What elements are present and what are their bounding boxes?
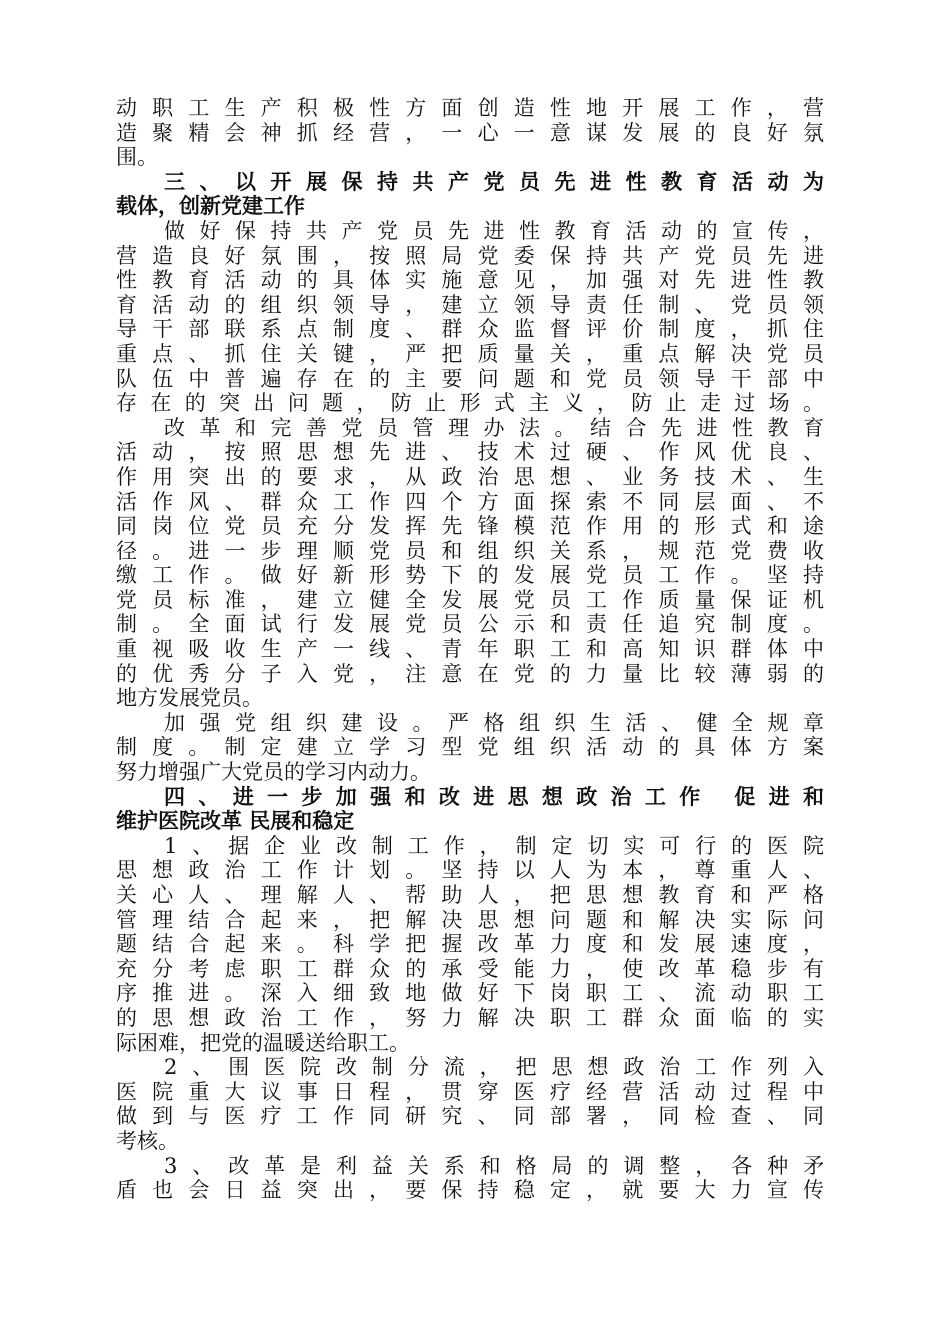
document-page (116, 96, 824, 1203)
body-text-line: 导干部联系点制度、群众监督评价制度，抓住 (116, 317, 824, 342)
body-text-line: 序推进。深入细致地做好下岗职工、流动职工 (116, 981, 824, 1006)
body-text-line: 营造良好氛围，按照局党委保持共产党员先进 (116, 243, 824, 268)
body-text-line: 关心人、理解人、帮助人，把思想教育和严格 (116, 883, 824, 907)
body-text-line: 加强党组织建设。严格组织生活、健全规章 (164, 710, 824, 735)
section-heading-line: 维护医院改革 民展和稳定 (116, 809, 355, 834)
section-heading-line: 三、以开展保持共产党员先进性教育活动为 (164, 169, 824, 194)
body-text-line: 3、改革是利益关系和格局的调整，各种矛 (164, 1153, 824, 1178)
body-text-line: 围。 (116, 145, 158, 170)
body-text-line: 活作风、群众工作四个方面探索不同层面、不 (116, 489, 824, 514)
body-text-line: 活动，按照思想先进、技术过硬、作风优良、 (116, 440, 824, 465)
body-text-line: 的优秀分子入党，注意在党的力量比较薄弱的 (116, 661, 824, 686)
body-text-line: 做到与医疗工作同研究、同部署，同检查、同 (116, 1104, 824, 1129)
section-heading-line: 四、进一步加强和改进思想政治工作 促进和 (164, 784, 824, 809)
body-text-line: 党员标准，建立健全发展党员工作质量保证机 (116, 587, 824, 612)
body-text-line: 题结合起来。科学把握改革力度和发展速度， (116, 932, 824, 957)
body-text-line: 队伍中普遍存在的主要问题和党员领导干部中 (116, 366, 824, 391)
body-text-line: 重点、抓住关键，严把质量关，重点解决党员 (116, 341, 824, 366)
body-text-line: 医院重大议事日程，贯穿医疗经营活动过程中 (116, 1079, 824, 1104)
body-text-line: 做好保持共产党员先进性教育活动的宣传， (164, 218, 824, 243)
body-text-line: 缴工作。做好新形势下的发展党员工作。坚持 (116, 563, 824, 588)
body-text-line: 2、围医院改制分流，把思想政治工作列入 (164, 1055, 824, 1080)
body-text-line: 重视吸收生产一线、青年职工和高知识群体中 (116, 637, 824, 662)
body-text-line: 造聚精会神抓经营，一心一意谋发展的良好氛 (116, 120, 824, 145)
body-text-line: 管理结合起来，把解决思想问题和解决实际问 (116, 907, 824, 932)
body-text-line: 径。进一步理顺党员和组织关系，规范党费收 (116, 538, 824, 563)
body-text-line: 同岗位党员充分发挥先锋模范作用的形式和途 (116, 514, 824, 539)
body-text-line: 地方发展党员。 (116, 686, 263, 711)
body-text-line: 存在的突出问题，防止形式主义，防止走过场。 (116, 391, 824, 416)
body-text-line: 充分考虑职工群众的承受能力，使改革稳步有 (116, 956, 824, 981)
body-text-line: 动职工生产积极性方面创造性地开展工作，营 (116, 96, 824, 120)
body-text-line: 育活动的组织领导，建立领导责任制、党员领 (116, 292, 824, 317)
body-text-line: 盾也会日益突出，要保持稳定，就要大力宣传 (116, 1178, 824, 1203)
section-heading-line: 载体，创新党建工作 (116, 194, 305, 219)
body-text-line: 制。全面试行发展党员公示和责任追究制度。 (116, 612, 824, 637)
body-text-line: 的思想政治工作，努力解决职工群众面临的实 (116, 1005, 824, 1030)
body-text-line: 制度。制定建立学习型党组织活动的具体方案 (116, 735, 824, 760)
body-text-line: 性教育活动的具体实施意见，加强对先进性教 (116, 268, 824, 293)
body-text-line: 努力增强广大党员的学习内动力。 (116, 760, 431, 785)
body-text-line: 思想政治工作计划。坚持以人为本，尊重人、 (116, 858, 824, 883)
body-text-line: 考核。 (116, 1128, 179, 1153)
body-text-line: 际困难，把党的温暖送给职工。 (116, 1030, 410, 1055)
body-text-line: 作用突出的要求，从政治思想、业务技术、生 (116, 464, 824, 489)
body-text-line: 1、据企业改制工作，制定切实可行的医院 (164, 833, 824, 858)
body-text-line: 改革和完善党员管理办法。结合先进性教育 (164, 415, 824, 440)
